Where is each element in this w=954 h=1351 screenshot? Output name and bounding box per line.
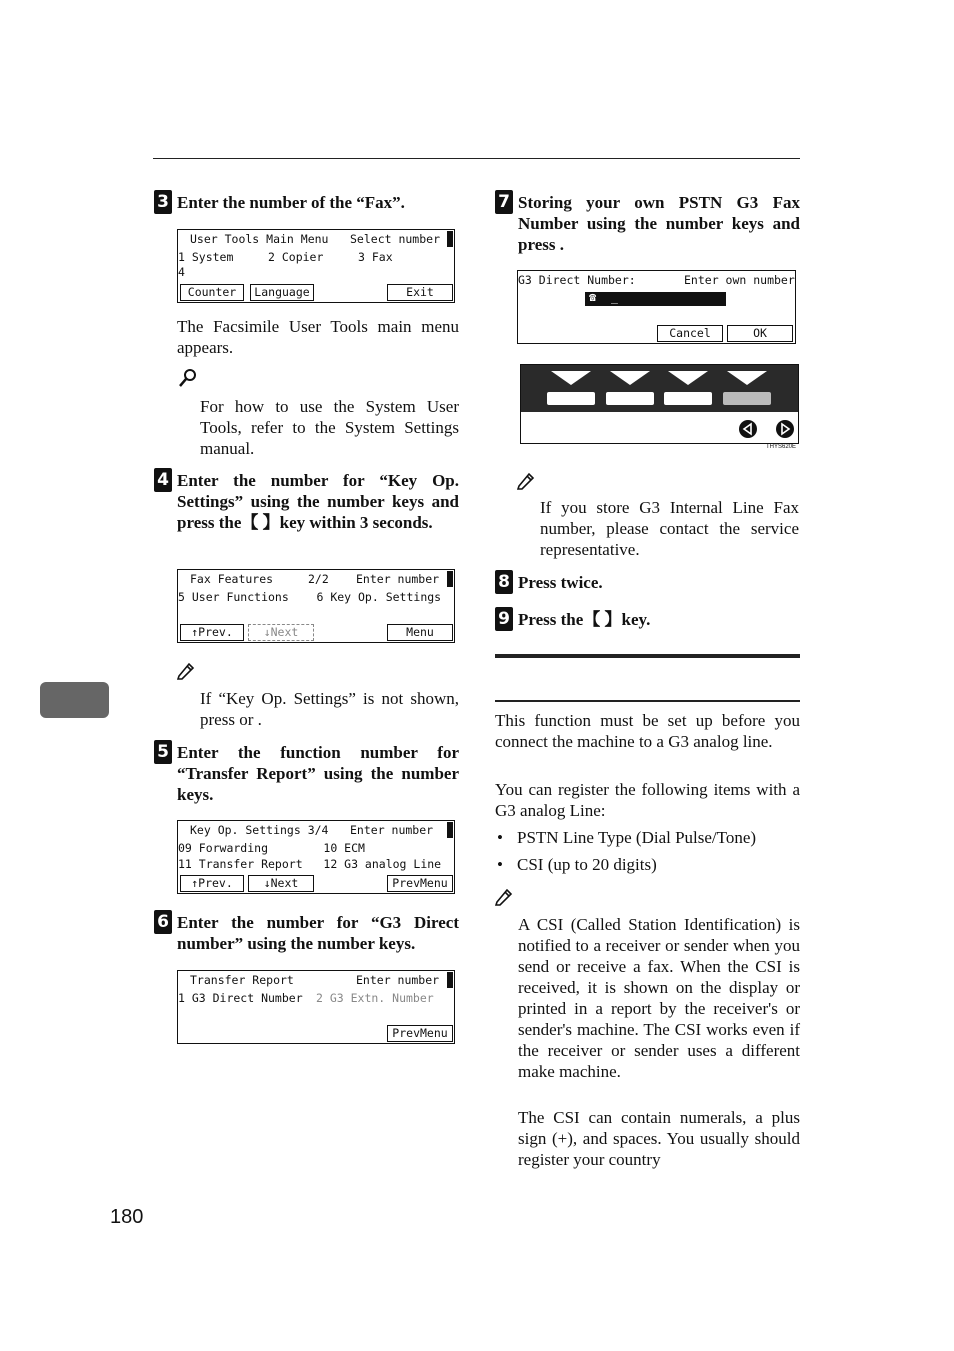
step-number: 8	[495, 570, 513, 594]
lcd-menu-row: 5 User Functions 6 Key Op. Settings	[178, 590, 442, 604]
list-item-text: CSI (up to 20 digits)	[517, 855, 657, 874]
note-g3-text: If you store G3 Internal Line Fax number, please contact the service representative.	[540, 498, 799, 559]
list-item-text: PSTN Line Type (Dial Pulse/Tone)	[517, 828, 757, 847]
prev-menu-button[interactable]: PrevMenu	[387, 1025, 453, 1042]
csi-note-text: A CSI (Called Station Identification) is notified to a receiver or sender when you send or receive a fax. When the CSI is received, it is shown on the display or printed in a report by the receiver's or sender's machine. The CSI works even if the receiver or sender uses a different make machine.	[518, 915, 800, 1081]
main-menu-text: The Facsimile User Tools main menu appears.	[177, 317, 459, 357]
header-rule	[153, 158, 800, 159]
illustration-code: THYS620E	[766, 444, 797, 450]
step-number: 5	[154, 740, 172, 764]
step-number: 3	[154, 190, 172, 214]
lcd-key-op-settings	[177, 820, 455, 894]
language-button[interactable]: Language	[250, 284, 314, 301]
lcd-page-indicator: 2/2	[308, 572, 329, 586]
lcd-menu-row: 1 System 2 Copier 3 Fax	[178, 250, 393, 264]
page-number: 180	[110, 1206, 144, 1228]
lcd-menu-row: 11 Transfer Report 12 G3 analog Line	[178, 857, 442, 871]
lcd-title: User Tools Main Menu	[190, 232, 329, 246]
reference-text: For how to use the System User Tools, refer to the System Settings manual.	[200, 397, 459, 458]
note-icon	[177, 662, 195, 680]
ok-button[interactable]: OK	[727, 325, 793, 342]
step-number: 7	[495, 190, 513, 214]
step-text: Storing your own PSTN G3 Fax Number using the number keys and press .	[518, 193, 800, 254]
step-text: Enter the number of the “Fax”.	[177, 193, 405, 212]
list-item: •	[497, 855, 503, 874]
lcd-menu-row: 09 Forwarding 10 ECM	[178, 841, 365, 855]
lcd-user-tools-main-menu	[177, 229, 455, 303]
menu-button[interactable]: Menu	[387, 624, 453, 641]
step-8	[495, 570, 800, 596]
lcd-title: Key Op. Settings 3/4	[190, 823, 329, 837]
lcd-title: Fax Features	[190, 572, 274, 586]
step-6	[154, 910, 459, 958]
lcd-title: Transfer Report	[190, 973, 294, 987]
phone-icon: ☎	[589, 290, 597, 304]
next-button[interactable]: ↓Next	[248, 875, 314, 892]
step-text: Press the【 】key.	[518, 610, 651, 629]
lcd-cursor	[447, 231, 453, 247]
prev-menu-button[interactable]: PrevMenu	[387, 875, 453, 892]
step-3	[154, 190, 459, 216]
lcd-title: G3 Direct Number:	[518, 273, 636, 287]
note-keyop-text: If “Key Op. Settings” is not shown, press or .	[200, 689, 459, 729]
lcd-hint: Enter number	[350, 823, 434, 837]
lcd-fax-features	[177, 569, 455, 643]
scroll-right-icon[interactable]	[775, 419, 795, 439]
step-text: Enter the number for “G3 Direct number” using the number keys.	[177, 913, 459, 953]
step-text: Enter the number for “Key Op. Settings” using the number keys and press the【 】key within 3 seconds.	[177, 471, 459, 532]
step-5	[154, 740, 459, 810]
lcd-hint: Enter number	[356, 572, 440, 586]
lcd-hint: Enter number	[356, 973, 440, 987]
csi-note-text: The CSI can contain numerals, a plus sign (+), and spaces. You usually should register your country	[518, 1108, 800, 1169]
exit-button[interactable]: Exit	[387, 284, 453, 301]
intro-text: You can register the following items with a G3 analog Line:	[495, 780, 800, 820]
lcd-hint: Select number	[350, 232, 441, 246]
intro-text: This function must be set up before you connect the machine to a G3 analog line.	[495, 711, 800, 751]
lcd-cursor	[447, 972, 453, 988]
lcd-transfer-report	[177, 970, 455, 1044]
scroll-left-icon[interactable]	[738, 419, 758, 439]
lcd-g3-direct-number	[517, 270, 796, 344]
input-value: _	[611, 290, 618, 304]
step-7	[495, 190, 800, 260]
step-4	[154, 468, 459, 558]
step-9	[495, 607, 800, 633]
step-number: 6	[154, 910, 172, 934]
note-icon	[517, 472, 535, 490]
step-text: Enter the function number for “Transfer Report” using the number keys.	[177, 743, 459, 804]
step-number: 4	[154, 468, 172, 492]
next-button[interactable]: ↓Next	[248, 624, 314, 641]
counter-button[interactable]: Counter	[180, 284, 244, 301]
chapter-tab	[40, 682, 109, 718]
control-panel-illustration	[520, 364, 799, 444]
section-rule	[495, 700, 800, 702]
lcd-menu-item-g3-direct[interactable]: 1 G3 Direct Number	[178, 991, 303, 1005]
prev-button[interactable]: ↑Prev.	[180, 875, 244, 892]
list-item: •	[497, 828, 503, 847]
lcd-menu-row: 4	[178, 265, 185, 279]
step-text: Press twice.	[518, 573, 603, 592]
note-icon	[495, 888, 513, 906]
number-input[interactable]	[585, 292, 726, 306]
lcd-cursor	[447, 822, 453, 838]
lcd-menu-item-g3-extn: 2 G3 Extn. Number	[316, 991, 434, 1005]
cancel-button[interactable]: Cancel	[657, 325, 723, 342]
section-rule-thick	[495, 654, 800, 658]
reference-icon	[178, 368, 198, 388]
prev-button[interactable]: ↑Prev.	[180, 624, 244, 641]
step-number: 9	[495, 607, 513, 631]
lcd-hint: Enter own number	[684, 273, 795, 287]
lcd-cursor	[447, 571, 453, 587]
